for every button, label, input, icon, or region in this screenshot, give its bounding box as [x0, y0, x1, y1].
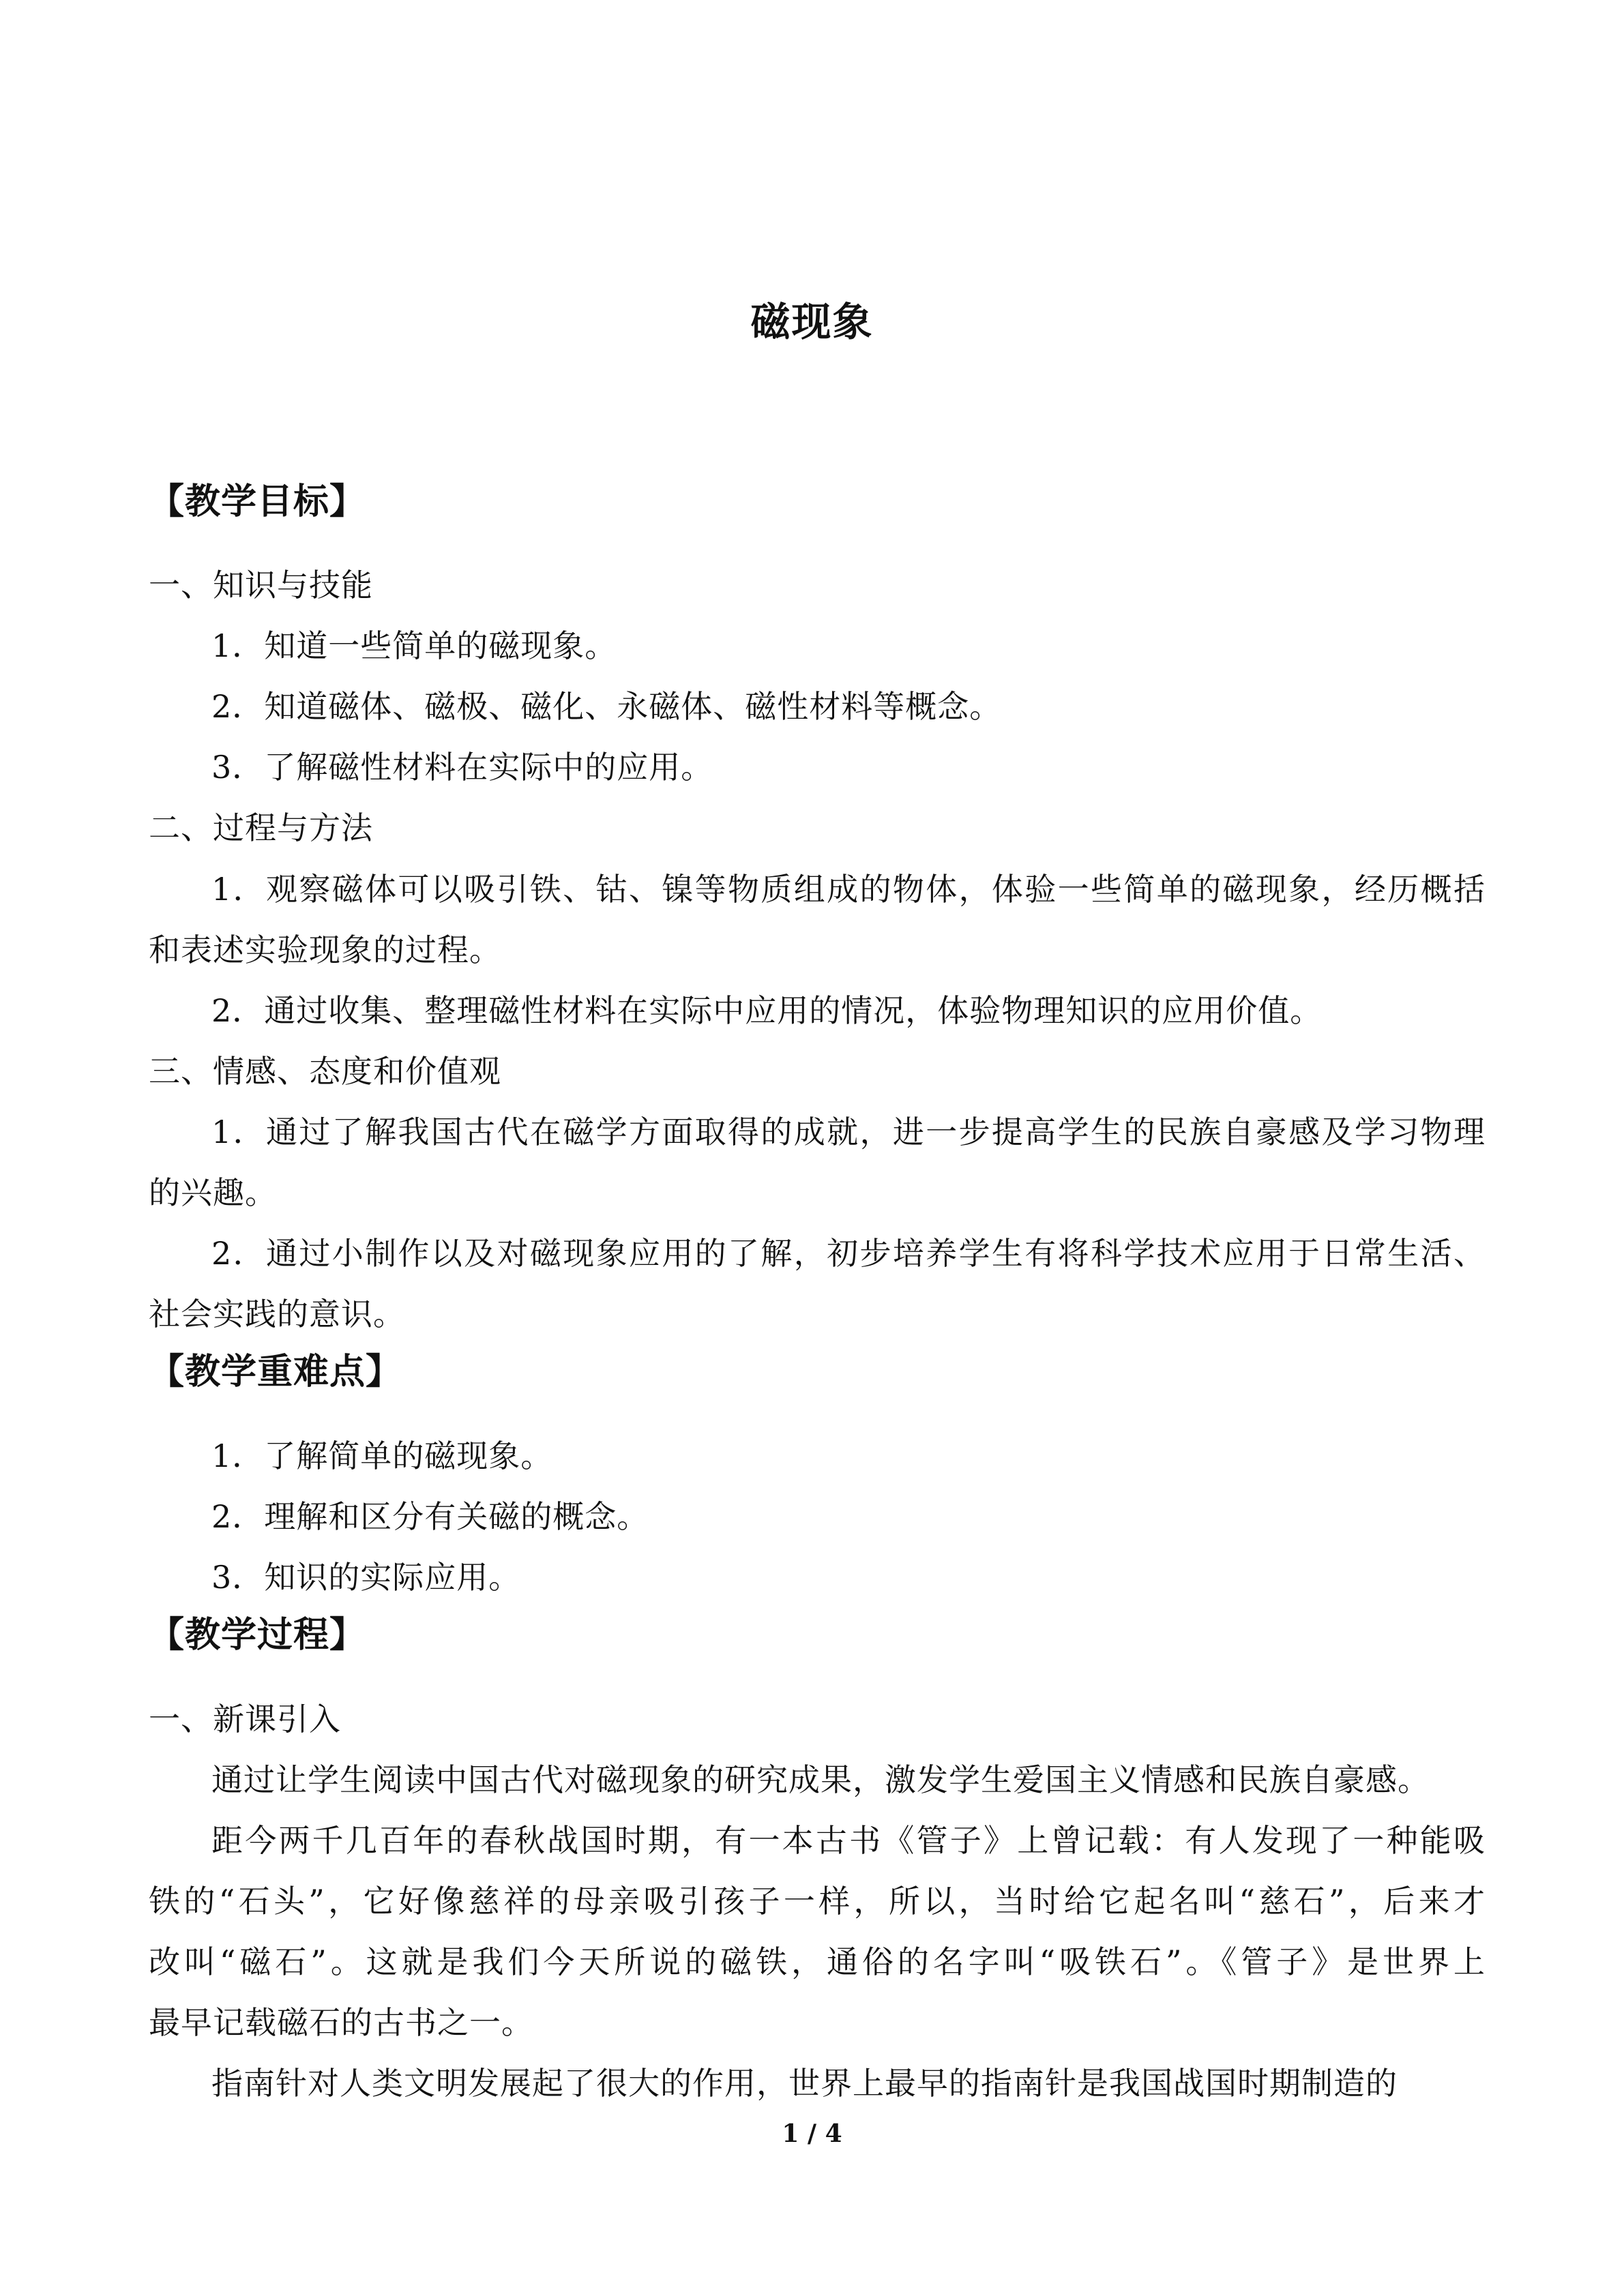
section-heading-key-points: 【教学重难点】 — [149, 1351, 402, 1392]
goals-part3-item-line: 1．通过了解我国古代在磁学方面取得的成就，进一步提高学生的民族自豪感及学习物理 — [211, 1114, 1486, 1150]
goals-part3-item-line: 社会实践的意识。 — [149, 1296, 405, 1332]
goals-part3-item-line: 2．通过小制作以及对磁现象应用的了解，初步培养学生有将科学技术应用于日常生活、 — [211, 1235, 1486, 1272]
key-point-item: 2．理解和区分有关磁的概念。 — [211, 1498, 649, 1535]
section-heading-process: 【教学过程】 — [149, 1614, 366, 1656]
process-paragraph-line: 改叫“磁石”。这就是我们今天所说的磁铁，通俗的名字叫“吸铁石”。《管子》是世界上 — [149, 1943, 1486, 1980]
process-paragraph-line: 铁的“石头”，它好像慈祥的母亲吸引孩子一样，所以，当时给它起名叫“慈石”，后来才 — [149, 1883, 1486, 1920]
goals-part2-item: 2．通过收集、整理磁性材料在实际中应用的情况，体验物理知识的应用价值。 — [211, 992, 1323, 1029]
goals-part3-item-line: 的兴趣。 — [149, 1174, 277, 1211]
goals-part1-item: 2．知道磁体、磁极、磁化、永磁体、磁性材料等概念。 — [211, 688, 1002, 725]
page-number: 1 / 4 — [782, 2119, 842, 2148]
goals-part3-label: 三、情感、态度和价值观 — [149, 1053, 501, 1090]
process-paragraph-line: 指南针对人类文明发展起了很大的作用，世界上最早的指南针是我国战国时期制造的 — [211, 2065, 1398, 2102]
goals-part1-label: 一、知识与技能 — [149, 567, 373, 603]
process-part1-label: 一、新课引入 — [149, 1701, 341, 1738]
document-title: 磁现象 — [750, 299, 874, 345]
goals-part1-item: 3．了解磁性材料在实际中的应用。 — [211, 749, 713, 786]
process-paragraph-line: 通过让学生阅读中国古代对磁现象的研究成果，激发学生爱国主义情感和民族自豪感。 — [211, 1761, 1430, 1798]
goals-part1-item: 1．知道一些简单的磁现象。 — [211, 627, 617, 664]
key-point-item: 1．了解简单的磁现象。 — [211, 1437, 553, 1474]
section-heading-goals: 【教学目标】 — [149, 481, 366, 522]
process-paragraph-line: 最早记载磁石的古书之一。 — [149, 2004, 533, 2041]
key-point-item: 3．知识的实际应用。 — [211, 1559, 521, 1596]
process-paragraph-line: 距今两千几百年的春秋战国时期，有一本古书《管子》上曾记载：有人发现了一种能吸 — [211, 1822, 1486, 1859]
goals-part2-item-line: 和表述实验现象的过程。 — [149, 931, 501, 968]
goals-part2-item-line: 1．观察磁体可以吸引铁、钴、镍等物质组成的物体，体验一些简单的磁现象，经历概括 — [211, 871, 1486, 908]
goals-part2-label: 二、过程与方法 — [149, 809, 373, 846]
